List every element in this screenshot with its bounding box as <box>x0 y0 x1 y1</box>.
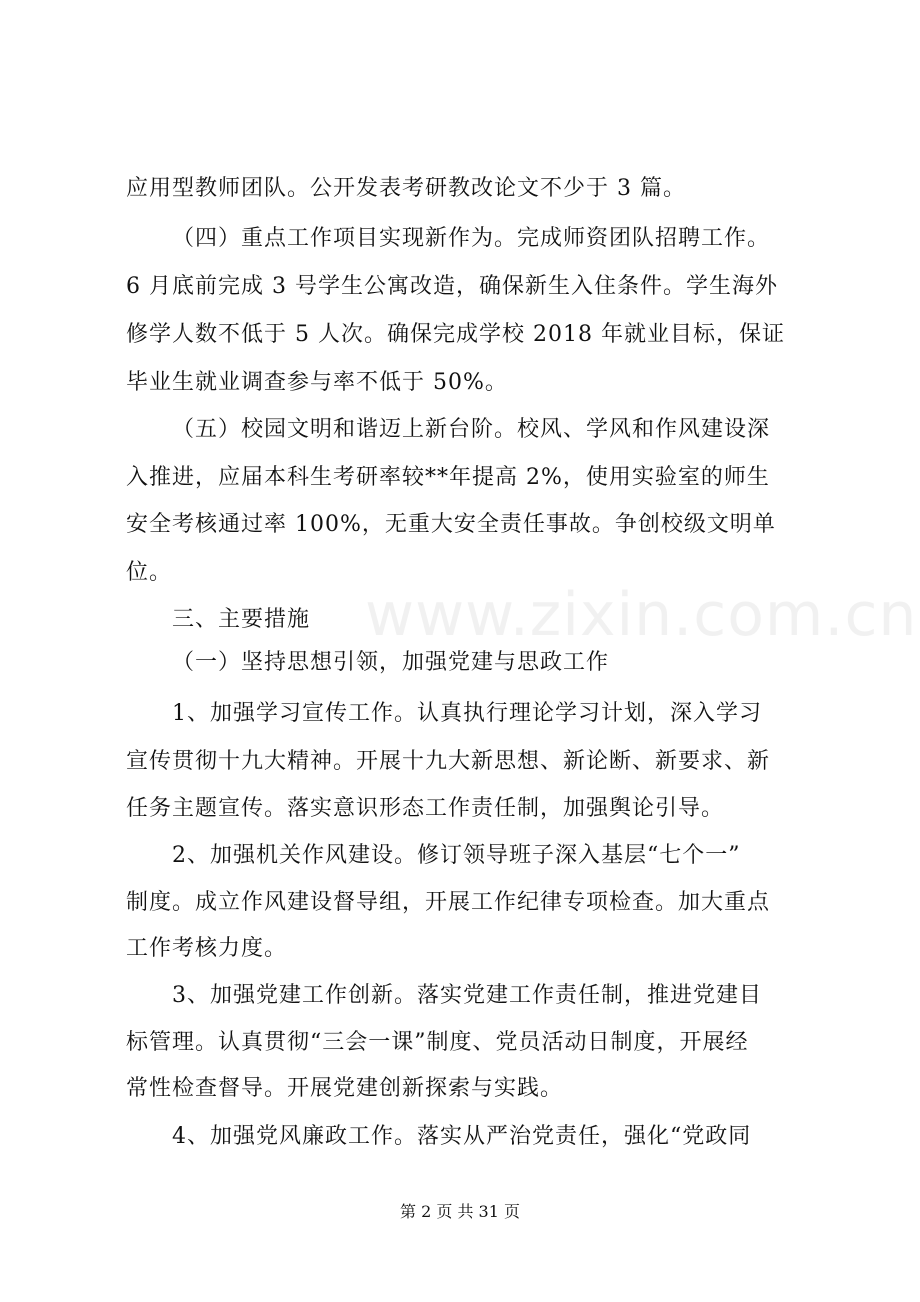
section-heading: 三、主要措施 <box>172 607 311 632</box>
text-line: 任务主题宣传。落实意识形态工作责任制，加强舆论引导。 <box>126 796 725 821</box>
text-line: 2、加强机关作风建设。修订领导班子深入基层“七个一” <box>172 843 741 868</box>
page-footer: 第 2 页 共 31 页 <box>400 1202 520 1221</box>
text-line: 4、加强党风廉政工作。落实从严治党责任，强化“党政同 <box>172 1124 752 1149</box>
text-line: （四）重点工作项目实现新作为。完成师资团队招聘工作。 <box>172 226 771 251</box>
text-line: （五）校园文明和谐迈上新台阶。校风、学风和作风建设深 <box>172 417 771 442</box>
text-line: 毕业生就业调查参与率不低于 50%。 <box>126 370 508 395</box>
watermark: www.zixin.com.cn <box>365 580 918 650</box>
text-line: 标管理。认真贯彻“三会一课”制度、党员活动日制度，开展经 <box>126 1030 749 1055</box>
text-line: 修学人数不低于 5 人次。确保完成学校 2018 年就业目标，保证 <box>126 322 785 347</box>
text-line: 制度。成立作风建设督导组，开展工作纪律专项检查。加大重点 <box>126 890 771 915</box>
subsection-heading: （一）坚持思想引领，加强党建与思政工作 <box>172 650 610 675</box>
text-line: 1、加强学习宣传工作。认真执行理论学习计划，深入学习 <box>172 701 762 726</box>
text-line: 安全考核通过率 100%，无重大安全责任事故。争创校级文明单 <box>126 512 776 537</box>
text-line: 6 月底前完成 3 号学生公寓改造，确保新生入住条件。学生海外 <box>126 274 778 299</box>
text-line: 3、加强党建工作创新。落实党建工作责任制，推进党建目 <box>172 983 762 1008</box>
text-line: 宣传贯彻十九大精神。开展十九大新思想、新论断、新要求、新 <box>126 749 771 774</box>
text-line: 常性检查督导。开展党建创新探索与实践。 <box>126 1076 564 1101</box>
text-line: 位。 <box>126 560 173 585</box>
text-line: 入推进，应届本科生考研率较**年提高 2%，使用实验室的师生 <box>126 465 770 490</box>
text-line: 应用型教师团队。公开发表考研教改论文不少于 3 篇。 <box>126 176 686 201</box>
text-line: 工作考核力度。 <box>126 936 288 961</box>
